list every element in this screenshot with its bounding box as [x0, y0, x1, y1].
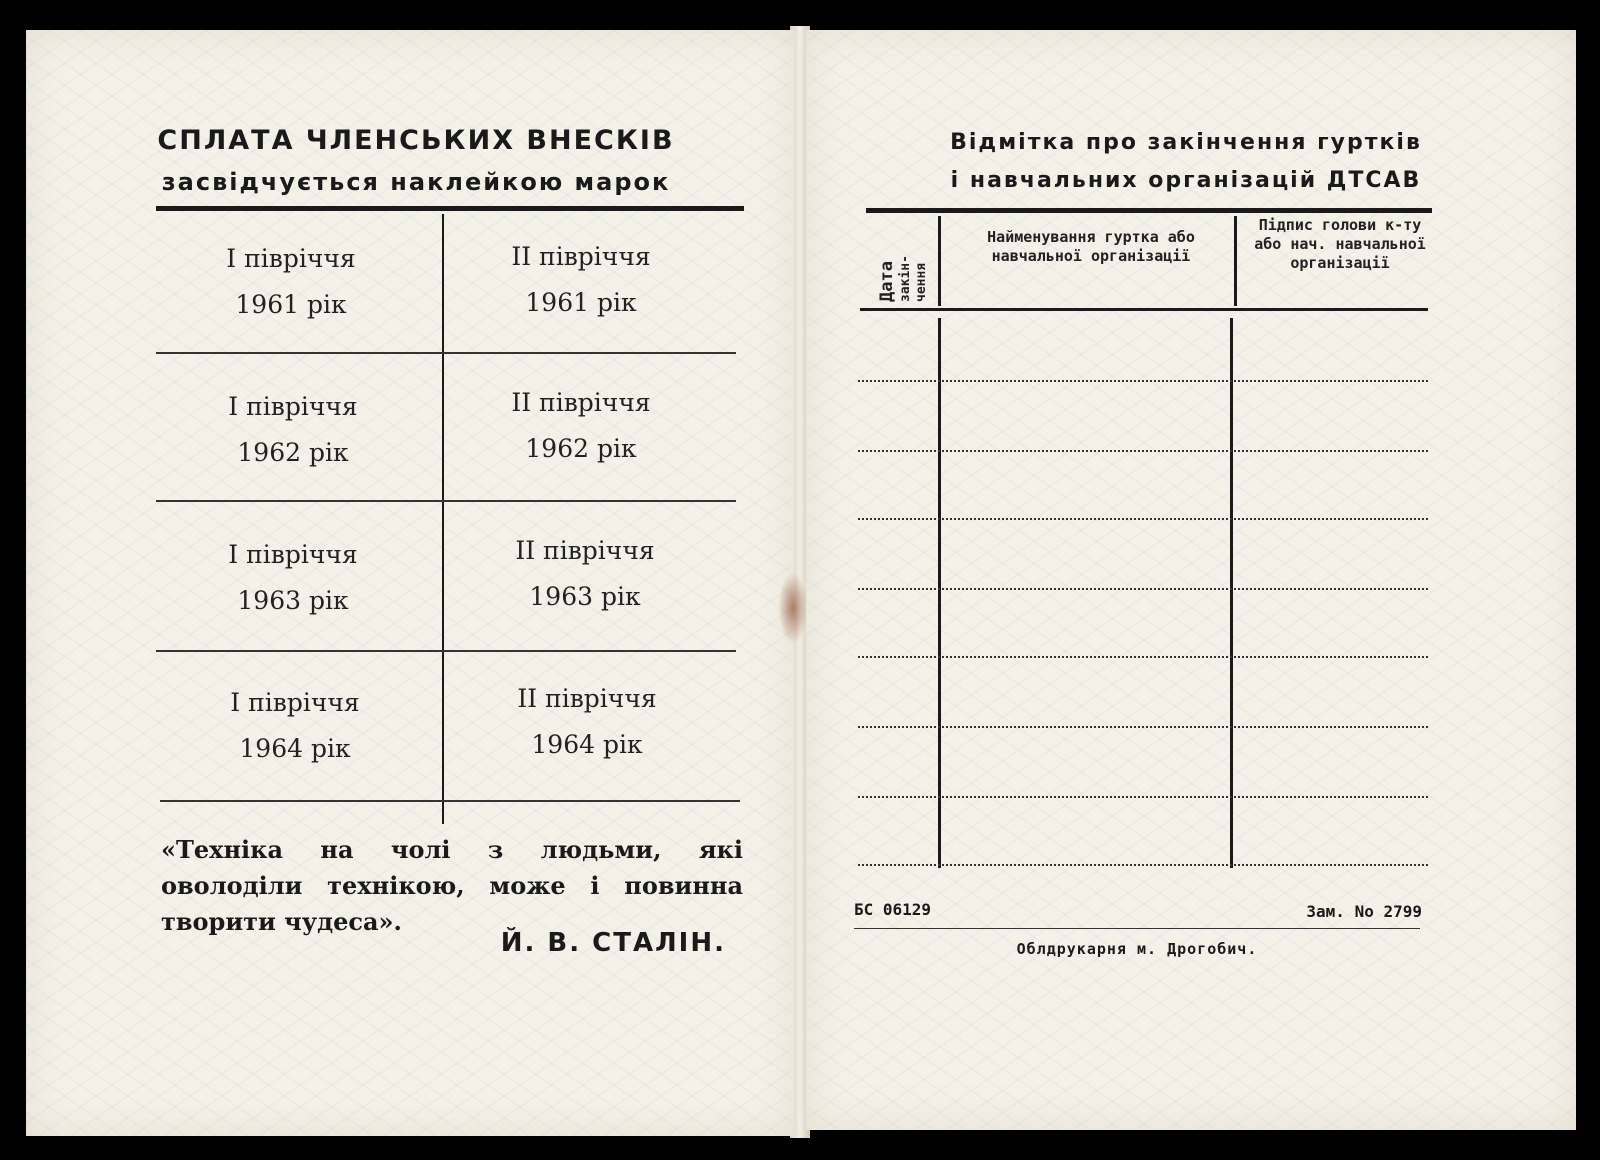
- year-label: 1961 рік: [525, 288, 637, 317]
- order-number: Зам. No 2799: [1306, 902, 1422, 921]
- form-code: БС 06129: [854, 900, 932, 919]
- entry-row-line: [858, 518, 1428, 520]
- half-year-label: ІІ півріччя: [515, 536, 655, 565]
- date-column-header: [858, 230, 938, 306]
- period-cell: [462, 676, 712, 768]
- date-header-line: закін-: [898, 255, 913, 302]
- entry-row-line: [858, 726, 1428, 728]
- column-rule: [1234, 216, 1237, 306]
- row-divider: [156, 500, 736, 502]
- quote-author: Й. В. СТАЛІН.: [500, 928, 726, 958]
- table-bottom-rule: [160, 800, 740, 802]
- table-center-rule: [442, 214, 444, 824]
- date-header-line: чення: [914, 262, 929, 302]
- half-year-label: ІІ півріччя: [511, 242, 651, 271]
- entry-row-line: [858, 380, 1428, 382]
- year-label: 1963 рік: [237, 586, 349, 615]
- completion-title: Відмітка про закінчення гуртків: [950, 130, 1422, 155]
- half-year-label: І півріччя: [228, 392, 358, 421]
- entry-row-line: [858, 588, 1428, 590]
- printer-imprint: Облдрукарня м. Дрогобич.: [1016, 940, 1258, 958]
- period-cell: [168, 384, 418, 476]
- name-column-header: Найменування гуртка або навчальної організації: [987, 228, 1195, 265]
- period-cell: [170, 680, 420, 772]
- column-rule: [1230, 318, 1233, 868]
- dues-subtitle: засвідчується наклейкою марок: [161, 168, 671, 196]
- right-page: [806, 30, 1576, 1130]
- year-label: 1964 рік: [239, 734, 351, 763]
- rust-stain: [778, 572, 808, 644]
- dues-title: СПЛАТА ЧЛЕНСЬКИХ ВНЕСКІВ: [157, 125, 675, 156]
- half-year-label: І півріччя: [228, 540, 358, 569]
- table-top-rule: [866, 208, 1432, 213]
- left-page: [26, 30, 794, 1136]
- column-rule: [938, 318, 941, 868]
- row-divider: [156, 650, 736, 652]
- date-header-line: Дата: [877, 261, 897, 302]
- entry-row-line: [858, 450, 1428, 452]
- entry-row-line: [858, 796, 1428, 798]
- completion-subtitle: і навчальних організацій ДТСАВ: [950, 168, 1422, 193]
- table-header-rule: [860, 308, 1428, 311]
- year-label: 1962 рік: [237, 438, 349, 467]
- year-label: 1961 рік: [235, 290, 347, 319]
- period-cell: [456, 234, 706, 326]
- half-year-label: ІІ півріччя: [517, 684, 657, 713]
- entry-row-line: [858, 656, 1428, 658]
- year-label: 1962 рік: [525, 434, 637, 463]
- entry-row-line: [858, 864, 1428, 866]
- period-cell: [166, 236, 416, 328]
- period-cell: [168, 532, 418, 624]
- column-rule: [938, 216, 941, 306]
- table-top-rule: [156, 206, 744, 211]
- period-cell: [460, 528, 710, 620]
- footer-rule: [854, 928, 1420, 929]
- stalin-quote: «Техніка на чолі з людьми, які оволоділи технікою, може і повинна творити чудеса».: [161, 835, 743, 936]
- half-year-label: ІІ півріччя: [511, 388, 651, 417]
- row-divider: [156, 352, 736, 354]
- half-year-label: І півріччя: [230, 688, 360, 717]
- year-label: 1964 рік: [531, 730, 643, 759]
- signature-column-header: Підпис голови к-ту або нач. навчальної організації: [1254, 216, 1426, 272]
- half-year-label: І півріччя: [226, 244, 356, 273]
- year-label: 1963 рік: [529, 582, 641, 611]
- period-cell: [456, 380, 706, 472]
